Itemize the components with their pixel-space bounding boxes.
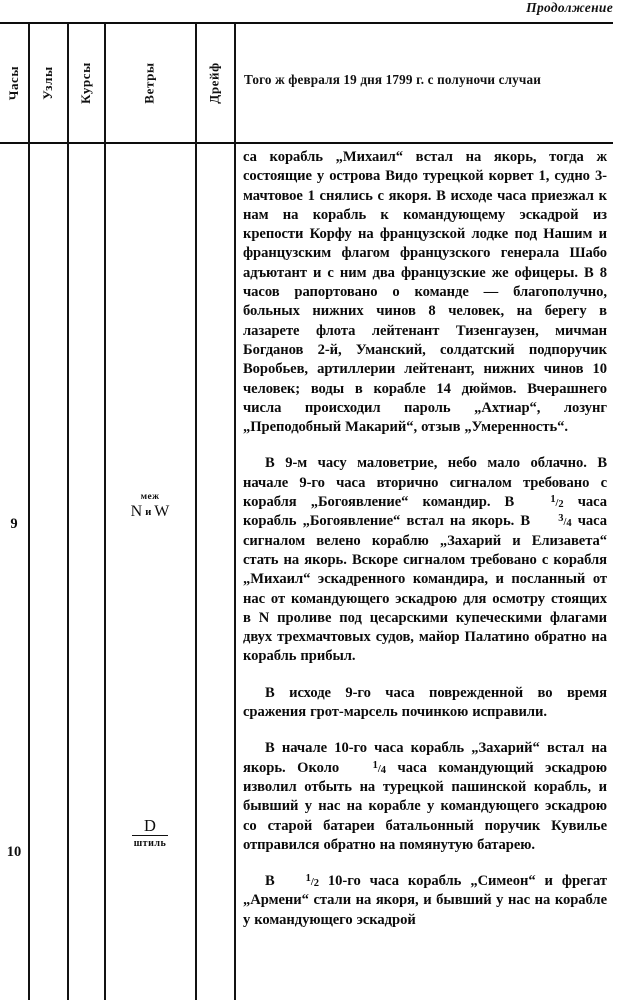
wind-fraction-numerator: D [132, 817, 168, 836]
inline-fraction: 3/4 [558, 513, 572, 530]
table-header-rule [0, 142, 613, 144]
inline-fraction-numerator: 1 [305, 873, 311, 885]
inline-fraction-numerator: 1 [550, 494, 556, 506]
paragraph-text: часа корабль „Богоявление“ встал на якорь. В [243, 494, 608, 530]
running-head: Продолжение [526, 0, 613, 15]
inline-fraction-denominator: 2 [313, 878, 319, 890]
wind-direction-conjunction: и [145, 507, 152, 518]
column-header-hours [0, 24, 28, 142]
inline-fraction: 1/4 [372, 759, 386, 776]
column-header-knots [29, 24, 67, 142]
paragraph [243, 148, 607, 437]
paragraph-text: 10-го часа корабль „Симеон“ и фрегат „Армени“ стали на якоря, и бывший у нас на корабле у командующего эскадрой [243, 873, 607, 928]
paragraph-text: В начале 10-го часа корабль „Захарий“ встал на якорь. Около [243, 740, 607, 776]
paragraph-text: са корабль „Михаил“ встал на якорь, тогда ж состоящие у острова Видо турецкой корвет 1, судно 3-мачтовое 1 снялись с якоря. В исходе часа приезжал к нам на корабль к командующему эскадрой из крепости Корфу на французской лодке под Нашим и французским флагом французского генерала Шабо адъютант и с ним два французские же офицеры. В 8 часов рапортовано о команде — благополучно, больных нижних чинов 8 человек, на берегу в лазарете флота лейтенант Тизенгаузен, мичман Богданов 2-й, Уманский, солдатский подпоручик Воробьев, артиллерии лейтенант, нижних чинов 10 человек; воды в корабле 14 дюймов. Вчерашнего числа происходил пароль „Ахтиар“, лозунг „Преподобный Макарий“, отзыв „Умеренность“. [243, 149, 607, 436]
column-header-courses-label: Курсы [78, 62, 94, 104]
paragraph [243, 454, 607, 666]
hour-cell: 10 [6, 844, 22, 860]
wind-cell [105, 817, 195, 851]
inline-fraction-denominator: 2 [558, 499, 564, 511]
column-header-hours-label: Часы [6, 65, 21, 101]
paragraph [243, 684, 607, 723]
inline-fraction: 1/2 [305, 873, 319, 890]
events-text-column [243, 148, 607, 947]
column-divider-5 [234, 24, 236, 1000]
events-column-caption: Того ж февраля 19 дня 1799 г. с полуночи случаи [244, 72, 541, 87]
wind-fraction-denominator: штиль [133, 838, 167, 849]
hour-cell: 9 [10, 516, 18, 532]
paragraph-text: В 9-м часу маловетрие, небо мало облачно. В начале 9-го часа вторично сигналом требовано с корабля „Богоявление“ командир. В [243, 455, 607, 511]
paragraph-text: В исходе 9-го часа поврежденной во время сражения грот-марсель починкою исправили. [243, 684, 607, 721]
column-divider-1 [28, 24, 30, 1000]
paragraph-text: часа командующий эскадрою изволил отбыть на турецкой пашинской корабль, и бывший у нас на корабле у командующего эскадрою со старой батареи батальонный поручик Кувилье отправился обратно на помянутую батарею. [243, 759, 607, 853]
paragraph [243, 739, 607, 855]
inline-fraction: 1/2 [550, 494, 564, 511]
inline-fraction-numerator: 1 [372, 759, 378, 771]
column-header-winds [105, 24, 195, 142]
inline-fraction-numerator: 3 [558, 513, 564, 525]
inline-fraction-denominator: 4 [380, 764, 386, 776]
wind-direction-left: N [130, 503, 143, 520]
column-divider-2 [67, 24, 69, 1000]
wind-prefix: меж [140, 492, 160, 502]
column-header-courses [68, 24, 104, 142]
column-divider-4 [195, 24, 197, 1000]
column-header-winds-label: Ветры [142, 62, 157, 104]
column-header-knots-label: Узлы [39, 66, 55, 100]
inline-fraction-denominator: 4 [566, 518, 572, 530]
column-header-drift [196, 24, 234, 142]
wind-direction [105, 503, 195, 522]
wind-cell [105, 492, 195, 522]
wind-direction-right: W [154, 503, 170, 520]
wind-fraction [132, 817, 168, 851]
paragraph-text: В [265, 873, 284, 890]
paragraph [243, 872, 607, 930]
column-header-drift-label: Дрейф [207, 62, 222, 104]
paragraph-text: часа сигналом велено кораблю „Захарий и Елизавета“ стать на якорь. Вскоре сигналом требовано с корабля „Михаил“ эскадренного командира, и посланный от нас от командующего эскадрою для осмотру стоящих в N проливе под цесарскими купеческими флагами двух трехмачтовых судов, майор Палатино обратно на корабль прибыл. [243, 513, 607, 665]
